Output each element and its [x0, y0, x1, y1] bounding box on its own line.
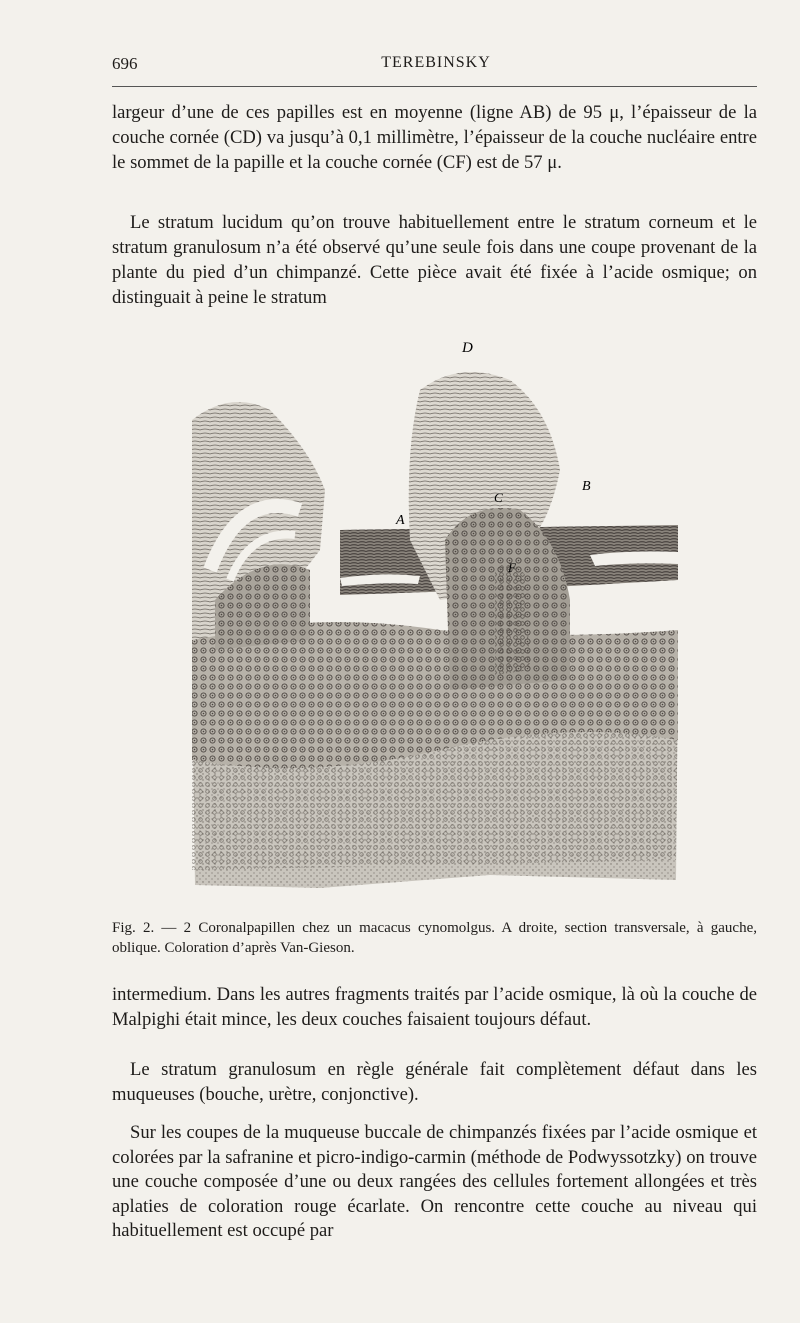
paragraph-1: largeur d’une de ces papilles est en moyenne (ligne AB) de 95 μ, l’épaisseur de la couche cornée (CD) va jusqu’à 0,1 millimètre, l’épaisseur de la couche nucléaire entre le sommet de la papille et la couche cornée (CF) est de 57 μ. — [112, 102, 757, 173]
histology-illustration — [190, 340, 680, 890]
paragraph-2 — [112, 210, 757, 310]
figure-caption: Fig. 2. — 2 Coronalpapillen chez un macacus cynomolgus. A droite, section transversale, à gauche, oblique. Coloration d’après Van-Gieson. — [112, 920, 757, 956]
label-d: D — [462, 340, 473, 356]
header-rule — [112, 86, 757, 87]
paragraph-5-text: Sur les coupes de la muqueuse buccale de chimpanzés fixées par l’acide osmique et colorées par la safranine et picro-indigo-carmin (méthode de Podwyssotzky) on trouve une couche composée d’une ou deux rangées des cellules fortement allongées et très aplaties de coloration rouge écarlate. On rencontre cette couche au niveau qui habituellement est occupé par — [112, 1122, 757, 1241]
page-header — [112, 54, 760, 78]
running-head: TEREBINSKY — [381, 54, 491, 71]
label-c: C — [494, 490, 503, 505]
label-f: F — [508, 560, 516, 575]
label-b: B — [582, 479, 591, 494]
paragraph-5 — [112, 1121, 757, 1244]
histology-figure — [190, 340, 680, 890]
paragraph-4-text: Le stratum granulosum en règle générale fait complètement défaut dans les muqueuses (bouche, urètre, conjonctive). — [112, 1059, 757, 1105]
page-number: 696 — [112, 54, 138, 73]
paragraph-3: intermedium. Dans les autres fragments traités par l’acide osmique, là où la couche de Malpighi était mince, les deux couches faisaient toujours défaut. — [112, 984, 757, 1030]
label-a: A — [396, 513, 405, 528]
paragraph-2-text: Le stratum lucidum qu’on trouve habituellement entre le stratum corneum et le stratum granulosum n’a été observé qu’une seule fois dans une coupe provenant de la plante du pied d’un chimpanzé. Cette pièce avait été fixée à l’acide osmique; on distinguait à peine le stratum — [112, 212, 757, 308]
paragraph-4 — [112, 1057, 757, 1107]
